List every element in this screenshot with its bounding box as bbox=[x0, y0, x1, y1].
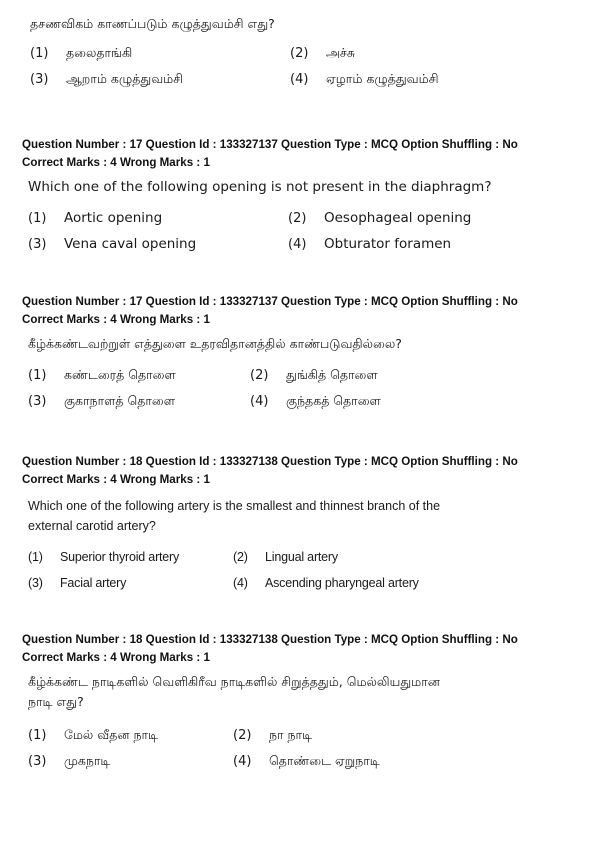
marks-header: Correct Marks : 4 Wrong Marks : 1 bbox=[22, 156, 210, 169]
option-2 bbox=[288, 210, 471, 226]
question-text: தசணவிகம் காணப்படும் கழுத்துவம்சி எது? bbox=[30, 16, 275, 31]
question-header: Question Number : 17 Question Id : 133327137 Question Type : MCQ Option Shuffling : No bbox=[22, 295, 518, 308]
option-text: Facial artery bbox=[60, 576, 127, 590]
option-4 bbox=[233, 753, 380, 770]
option-text: கண்டரைத் தொளை bbox=[64, 366, 176, 382]
option-text: அச்சு bbox=[326, 44, 355, 60]
question-header: Question Number : 18 Question Id : 133327138 Question Type : MCQ Option Shuffling : No bbox=[22, 633, 518, 646]
option-text: ஏழாம் கழுத்துவம்சி bbox=[326, 70, 439, 86]
option-text: Ascending pharyngeal artery bbox=[265, 576, 419, 590]
question-block-17-english bbox=[22, 136, 577, 257]
option-3 bbox=[28, 236, 288, 252]
question-block-18-english bbox=[22, 453, 577, 596]
option-2 bbox=[233, 550, 338, 564]
option-number: (1) bbox=[28, 367, 47, 383]
option-3 bbox=[30, 71, 290, 88]
option-number: (2) bbox=[250, 367, 269, 383]
option-text: துங்கித் தொளை bbox=[286, 366, 378, 382]
option-number: (4) bbox=[290, 71, 309, 87]
option-number: (4) bbox=[233, 753, 252, 769]
option-text: முகநாடி bbox=[64, 752, 111, 768]
option-1 bbox=[28, 210, 288, 226]
option-4 bbox=[233, 576, 419, 590]
question-text: கீழ்க்கண்ட நாடிகளில் வெளிகிரீவ நாடிகளில் சிறுத்ததும், மெல்லியதுமான நாடி எது? bbox=[28, 674, 440, 709]
option-number: (4) bbox=[288, 236, 307, 252]
option-text: Aortic opening bbox=[64, 210, 163, 226]
option-1 bbox=[28, 367, 250, 384]
option-2 bbox=[250, 367, 378, 384]
option-1 bbox=[30, 45, 290, 62]
option-number: (1) bbox=[28, 727, 47, 743]
option-number: (4) bbox=[250, 393, 269, 409]
option-number: (3) bbox=[30, 71, 49, 87]
question-block-17-tamil bbox=[22, 293, 577, 414]
option-number: (2) bbox=[233, 550, 248, 564]
option-2 bbox=[290, 45, 355, 62]
option-3 bbox=[28, 393, 250, 410]
option-4 bbox=[290, 71, 439, 88]
option-2 bbox=[233, 727, 312, 744]
option-number: (2) bbox=[233, 727, 252, 743]
question-text: கீழ்க்கண்டவற்றுள் எத்துளை உதரவிதானத்தில் காண்படுவதில்லை? bbox=[28, 336, 402, 351]
question-text: Which one of the following artery is the smallest and thinnest branch of the external carotid artery? bbox=[28, 499, 441, 533]
question-header: Question Number : 18 Question Id : 133327138 Question Type : MCQ Option Shuffling : No bbox=[22, 455, 518, 468]
option-text: ஆறாம் கழுத்துவம்சி bbox=[66, 70, 184, 86]
option-text: நா நாடி bbox=[269, 726, 313, 742]
option-text: குந்தகத் தொளை bbox=[286, 392, 381, 408]
option-number: (3) bbox=[28, 576, 43, 590]
marks-header: Correct Marks : 4 Wrong Marks : 1 bbox=[22, 313, 210, 326]
question-block-18-tamil bbox=[22, 631, 577, 774]
option-1 bbox=[28, 727, 233, 744]
option-text: குகாநாளத் தொளை bbox=[64, 392, 176, 408]
option-3 bbox=[28, 576, 233, 590]
option-text: Lingual artery bbox=[265, 550, 338, 564]
option-number: (1) bbox=[28, 550, 43, 564]
question-text: Which one of the following opening is not present in the diaphragm? bbox=[28, 179, 492, 195]
marks-header: Correct Marks : 4 Wrong Marks : 1 bbox=[22, 651, 210, 664]
option-text: Obturator foramen bbox=[324, 236, 452, 252]
option-text: தொண்டை ஏறுநாடி bbox=[269, 752, 380, 768]
option-number: (2) bbox=[290, 45, 309, 61]
option-number: (2) bbox=[288, 210, 307, 226]
option-number: (3) bbox=[28, 236, 47, 252]
option-text: மேல் வீதன நாடி bbox=[64, 726, 158, 742]
option-number: (1) bbox=[30, 45, 49, 61]
option-number: (3) bbox=[28, 753, 47, 769]
question-header: Question Number : 17 Question Id : 133327137 Question Type : MCQ Option Shuffling : No bbox=[22, 138, 518, 151]
option-4 bbox=[288, 236, 451, 252]
option-1 bbox=[28, 550, 233, 564]
option-number: (1) bbox=[28, 210, 47, 226]
option-text: Oesophageal opening bbox=[324, 210, 472, 226]
option-number: (4) bbox=[233, 576, 248, 590]
option-text: Vena caval opening bbox=[64, 236, 197, 252]
option-number: (3) bbox=[28, 393, 47, 409]
question-tamil-continued bbox=[30, 14, 570, 92]
option-4 bbox=[250, 393, 381, 410]
marks-header: Correct Marks : 4 Wrong Marks : 1 bbox=[22, 473, 210, 486]
option-3 bbox=[28, 753, 233, 770]
option-text: தலைதாங்கி bbox=[66, 44, 133, 60]
option-text: Superior thyroid artery bbox=[60, 550, 180, 564]
